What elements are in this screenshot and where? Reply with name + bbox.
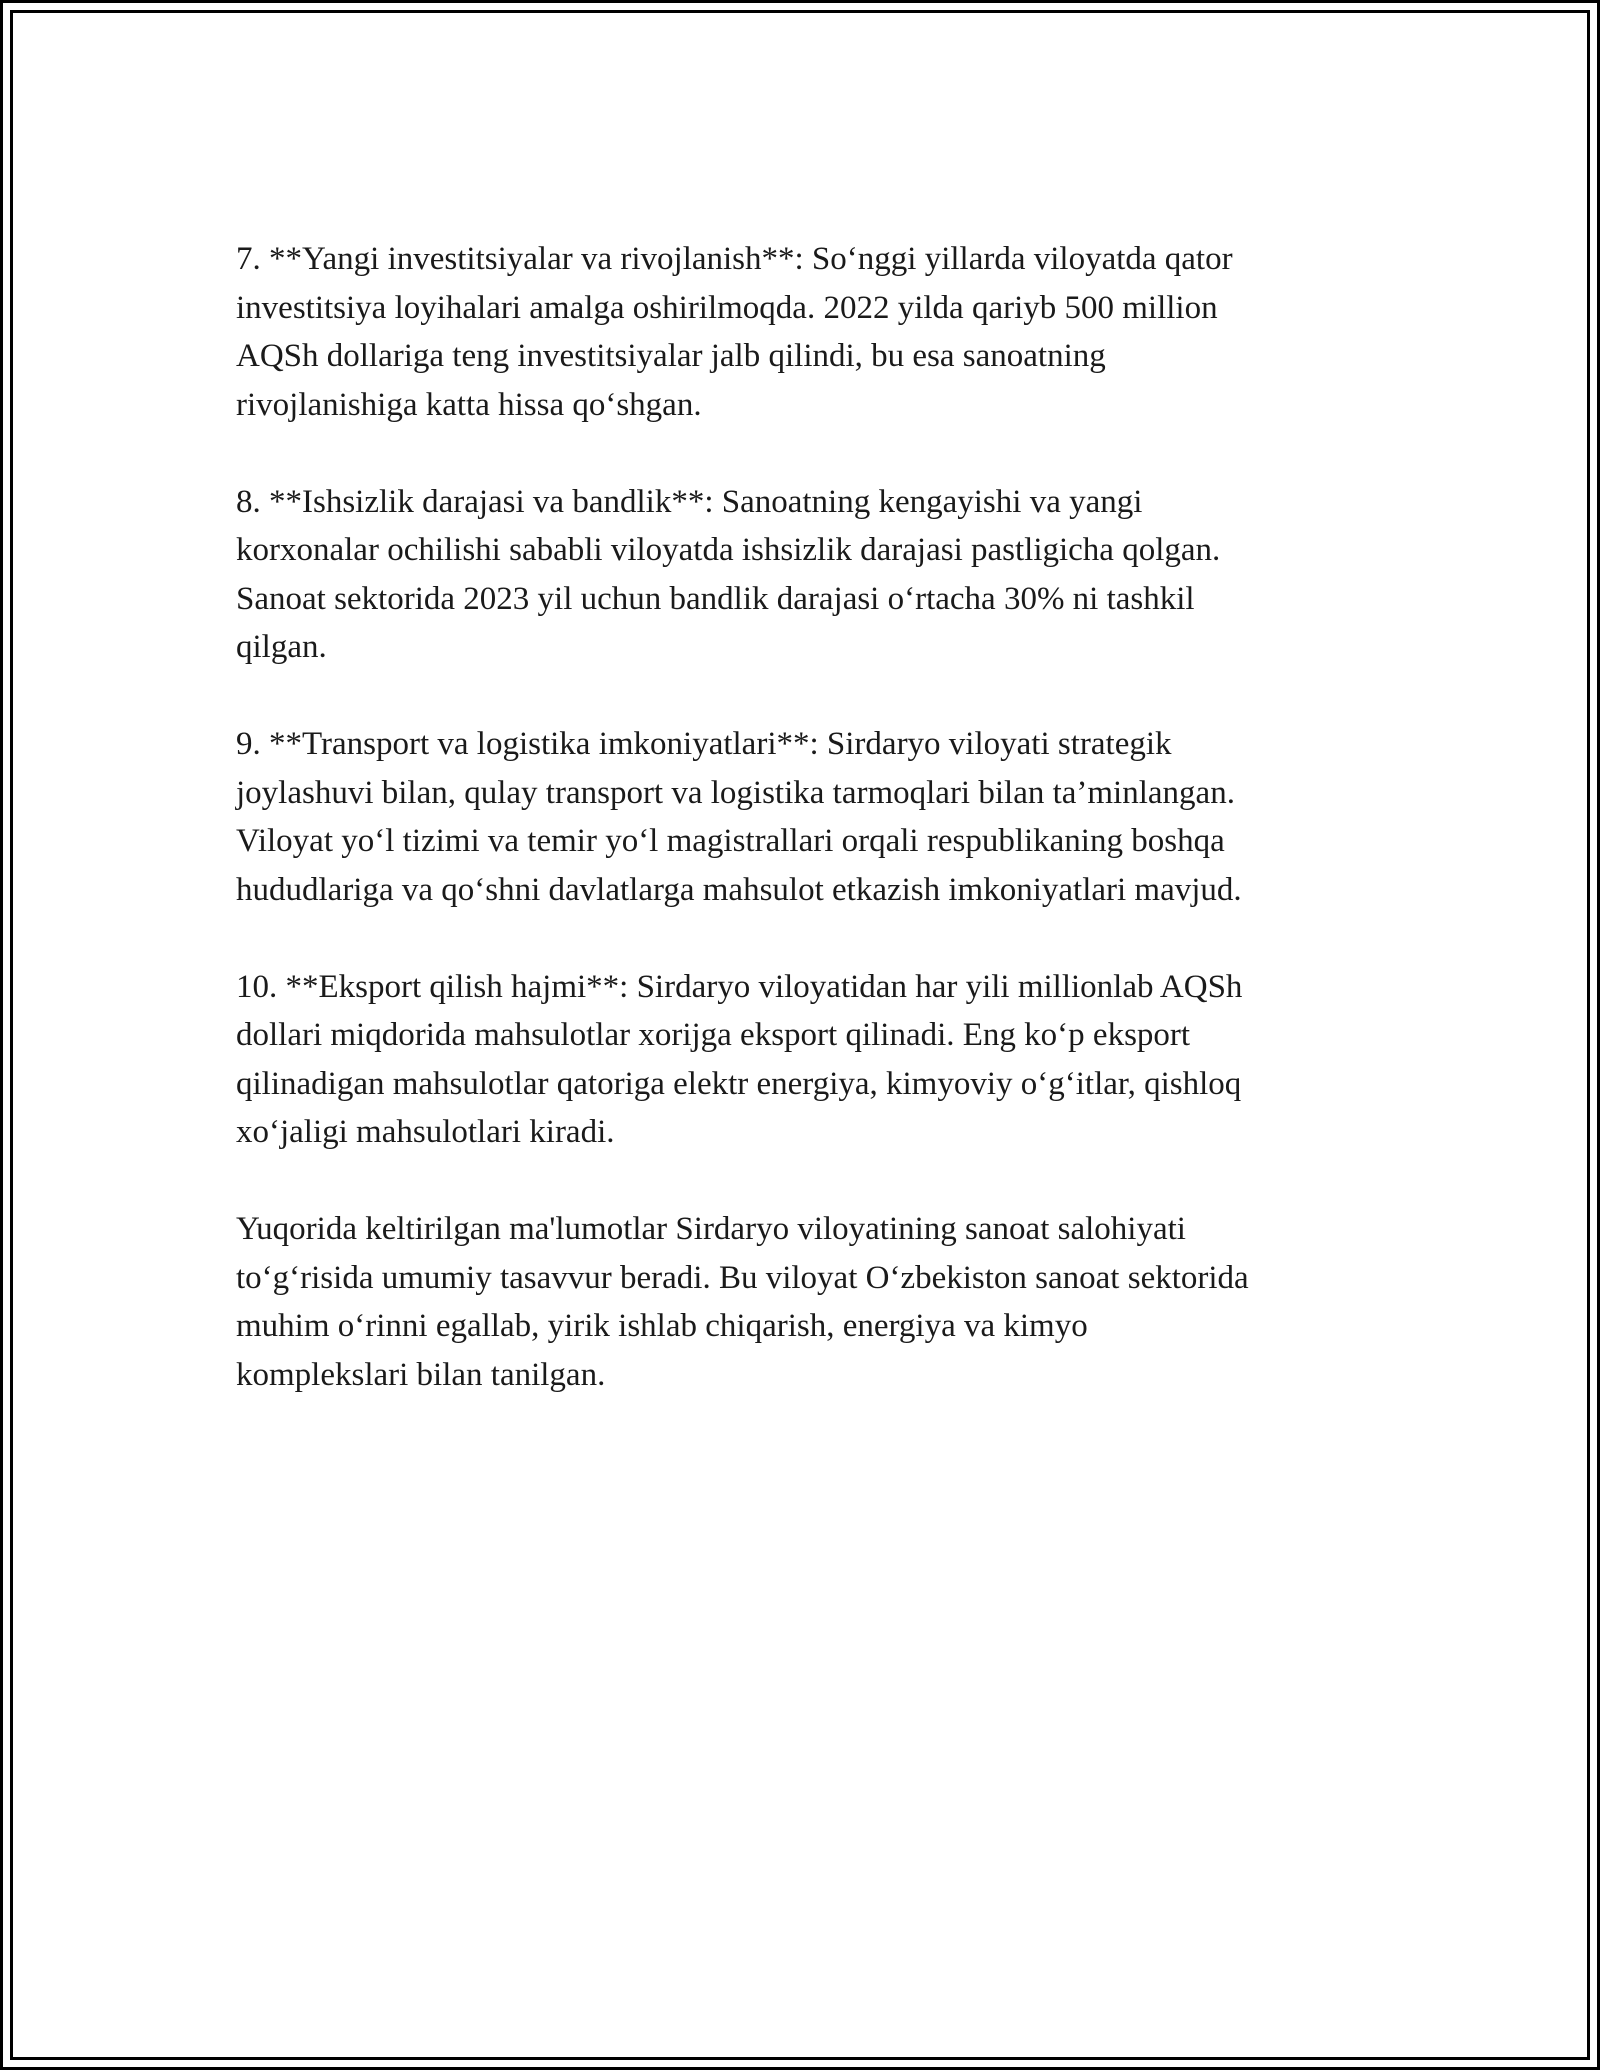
text-line: qilgan. bbox=[236, 629, 327, 665]
text-line: 9. **Transport va logistika imkoniyatlari**: Sirdaryo viloyati strategik bbox=[236, 726, 1172, 762]
text-line: muhim o‘rinni egallab, yirik ishlab chiqarish, energiya va kimyo bbox=[236, 1308, 1088, 1344]
paragraph-export bbox=[236, 963, 1376, 1157]
text-line: to‘g‘risida umumiy tasavvur beradi. Bu viloyat O‘zbekiston sanoat sektorida bbox=[236, 1259, 1249, 1296]
text-line: investitsiya loyihalari amalga oshirilmoqda. 2022 yilda qariyb 500 million bbox=[236, 289, 1218, 326]
text-line: joylashuvi bilan, qulay transport va logistika tarmoqlari bilan ta’minlangan. bbox=[236, 774, 1235, 811]
text-line: 7. **Yangi investitsiyalar va rivojlanish**: So‘nggi yillarda viloyatda qator bbox=[236, 241, 1233, 277]
paragraph-transport bbox=[236, 720, 1376, 914]
text-line: AQSh dollariga teng investitsiyalar jalb qilindi, bu esa sanoatning bbox=[236, 338, 1106, 374]
paragraph-investments bbox=[236, 235, 1376, 429]
text-line: Sanoat sektorida 2023 yil uchun bandlik darajasi o‘rtacha 30% ni tashkil bbox=[236, 580, 1195, 617]
text-line: qilinadigan mahsulotlar qatoriga elektr energiya, kimyoviy o‘g‘itlar, qishloq bbox=[236, 1065, 1242, 1102]
text-line: xo‘jaligi mahsulotlari kiradi. bbox=[236, 1114, 615, 1150]
text-line: dollari miqdorida mahsulotlar xorijga eksport qilinadi. Eng ko‘p eksport bbox=[236, 1017, 1191, 1053]
paragraph-employment bbox=[236, 478, 1376, 672]
text-line: komplekslari bilan tanilgan. bbox=[236, 1356, 606, 1393]
text-line: 10. **Eksport qilish hajmi**: Sirdaryo viloyatidan har yili millionlab AQSh bbox=[236, 968, 1243, 1005]
text-line: rivojlanishiga katta hissa qo‘shgan. bbox=[236, 386, 702, 423]
text-line: Yuqorida keltirilgan ma'lumotlar Sirdaryo viloyatining sanoat salohiyati bbox=[236, 1211, 1186, 1247]
text-line: korxonalar ochilishi sababli viloyatda ishsizlik darajasi pastligicha qolgan. bbox=[236, 532, 1221, 568]
document-body bbox=[236, 235, 1376, 1448]
text-line: hududlariga va qo‘shni davlatlarga mahsulot etkazish imkoniyatlari mavjud. bbox=[236, 871, 1242, 908]
text-line: 8. **Ishsizlik darajasi va bandlik**: Sanoatning kengayishi va yangi bbox=[236, 483, 1143, 520]
text-line: Viloyat yo‘l tizimi va temir yo‘l magistrallari orqali respublikaning boshqa bbox=[236, 823, 1225, 859]
paragraph-conclusion bbox=[236, 1205, 1376, 1399]
